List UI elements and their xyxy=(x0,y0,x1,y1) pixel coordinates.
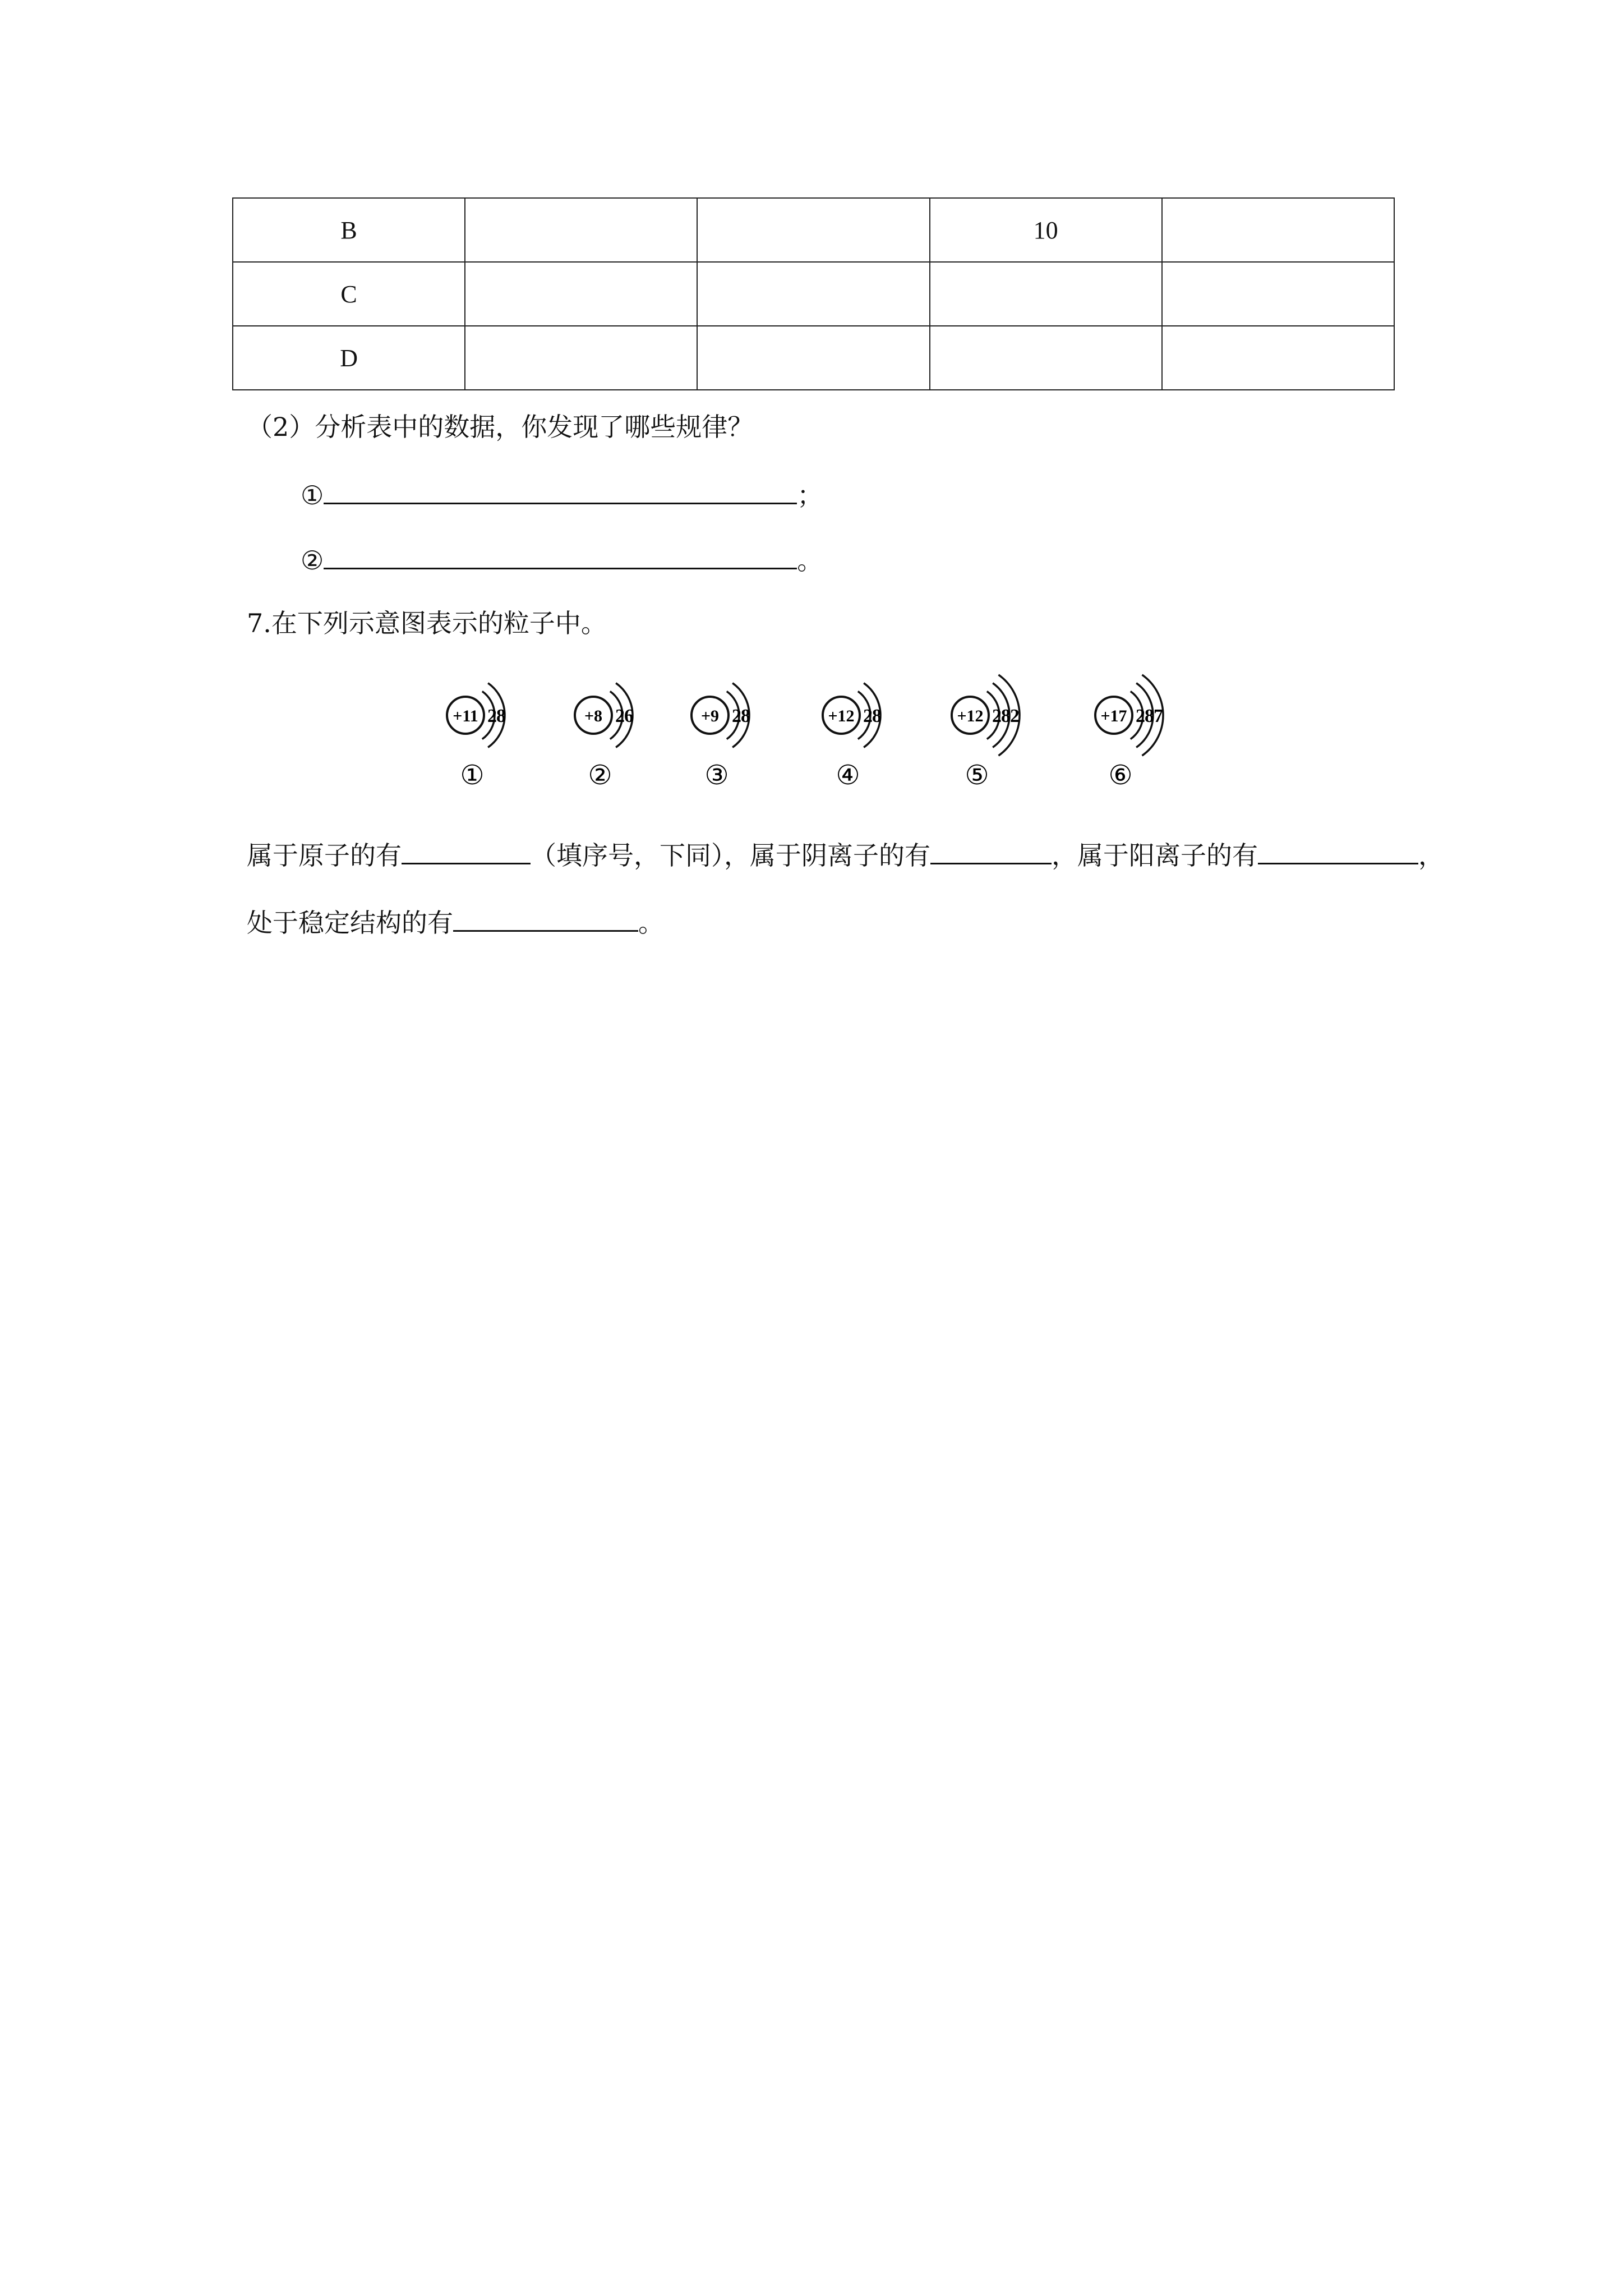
item-marker: ② xyxy=(301,545,324,576)
q7-answer-line-1 xyxy=(247,840,1444,871)
answer-blank-atoms[interactable] xyxy=(402,840,531,864)
particle-diagram xyxy=(575,683,633,791)
particle-label: ① xyxy=(460,760,485,791)
particle-label: ⑤ xyxy=(965,760,989,791)
item-end: 。 xyxy=(797,545,823,576)
cations-label: ，属于阳离子的有 xyxy=(1052,840,1258,871)
particle-diagram xyxy=(823,683,881,791)
particle-diagram xyxy=(952,675,1020,791)
shell-electrons: 28 xyxy=(487,706,505,726)
nucleus-charge: +11 xyxy=(453,707,478,725)
anions-label: （填序号，下同），属于阴离子的有 xyxy=(531,840,930,871)
nucleus-charge: +9 xyxy=(700,707,720,725)
period: 。 xyxy=(638,908,664,938)
answer-blank-anions[interactable] xyxy=(930,840,1052,864)
particle-label: ② xyxy=(588,760,612,791)
shell-electrons: 28 xyxy=(863,706,881,726)
nucleus-charge: +12 xyxy=(957,707,984,725)
answer-blank-stable[interactable] xyxy=(453,908,638,932)
stable-label: 处于稳定结构的有 xyxy=(247,908,453,938)
comma: ， xyxy=(1418,840,1444,871)
particle-diagram xyxy=(1095,675,1163,791)
particle-diagram xyxy=(447,683,505,791)
particle-label: ④ xyxy=(836,760,860,791)
particle-label: ③ xyxy=(704,760,729,791)
table-cell: B xyxy=(233,198,465,262)
shell-electrons: 287 xyxy=(1136,706,1163,726)
q2-prompt: （2）分析表中的数据，你发现了哪些规律？ xyxy=(247,412,754,442)
shell-electrons: 28 xyxy=(732,706,750,726)
nucleus-charge: +12 xyxy=(828,707,855,725)
particle-diagram xyxy=(691,683,750,791)
answer-blank-cations[interactable] xyxy=(1258,840,1418,864)
shell-electrons: 282 xyxy=(992,706,1019,726)
table-cell: C xyxy=(233,262,465,326)
q7-title: 7.在下列示意图表示的粒子中。 xyxy=(247,608,607,638)
nucleus-charge: +8 xyxy=(584,707,603,725)
shell-electrons: 26 xyxy=(615,706,633,726)
nucleus-charge: +17 xyxy=(1100,707,1127,725)
item-end: ； xyxy=(797,480,823,510)
table-cell: 10 xyxy=(930,198,1162,262)
particle-label: ⑥ xyxy=(1108,760,1133,791)
atoms-label: 属于原子的有 xyxy=(247,840,402,871)
table-cell: D xyxy=(233,326,465,390)
q7-answer-line-2 xyxy=(247,908,664,936)
item-marker: ① xyxy=(301,480,324,510)
